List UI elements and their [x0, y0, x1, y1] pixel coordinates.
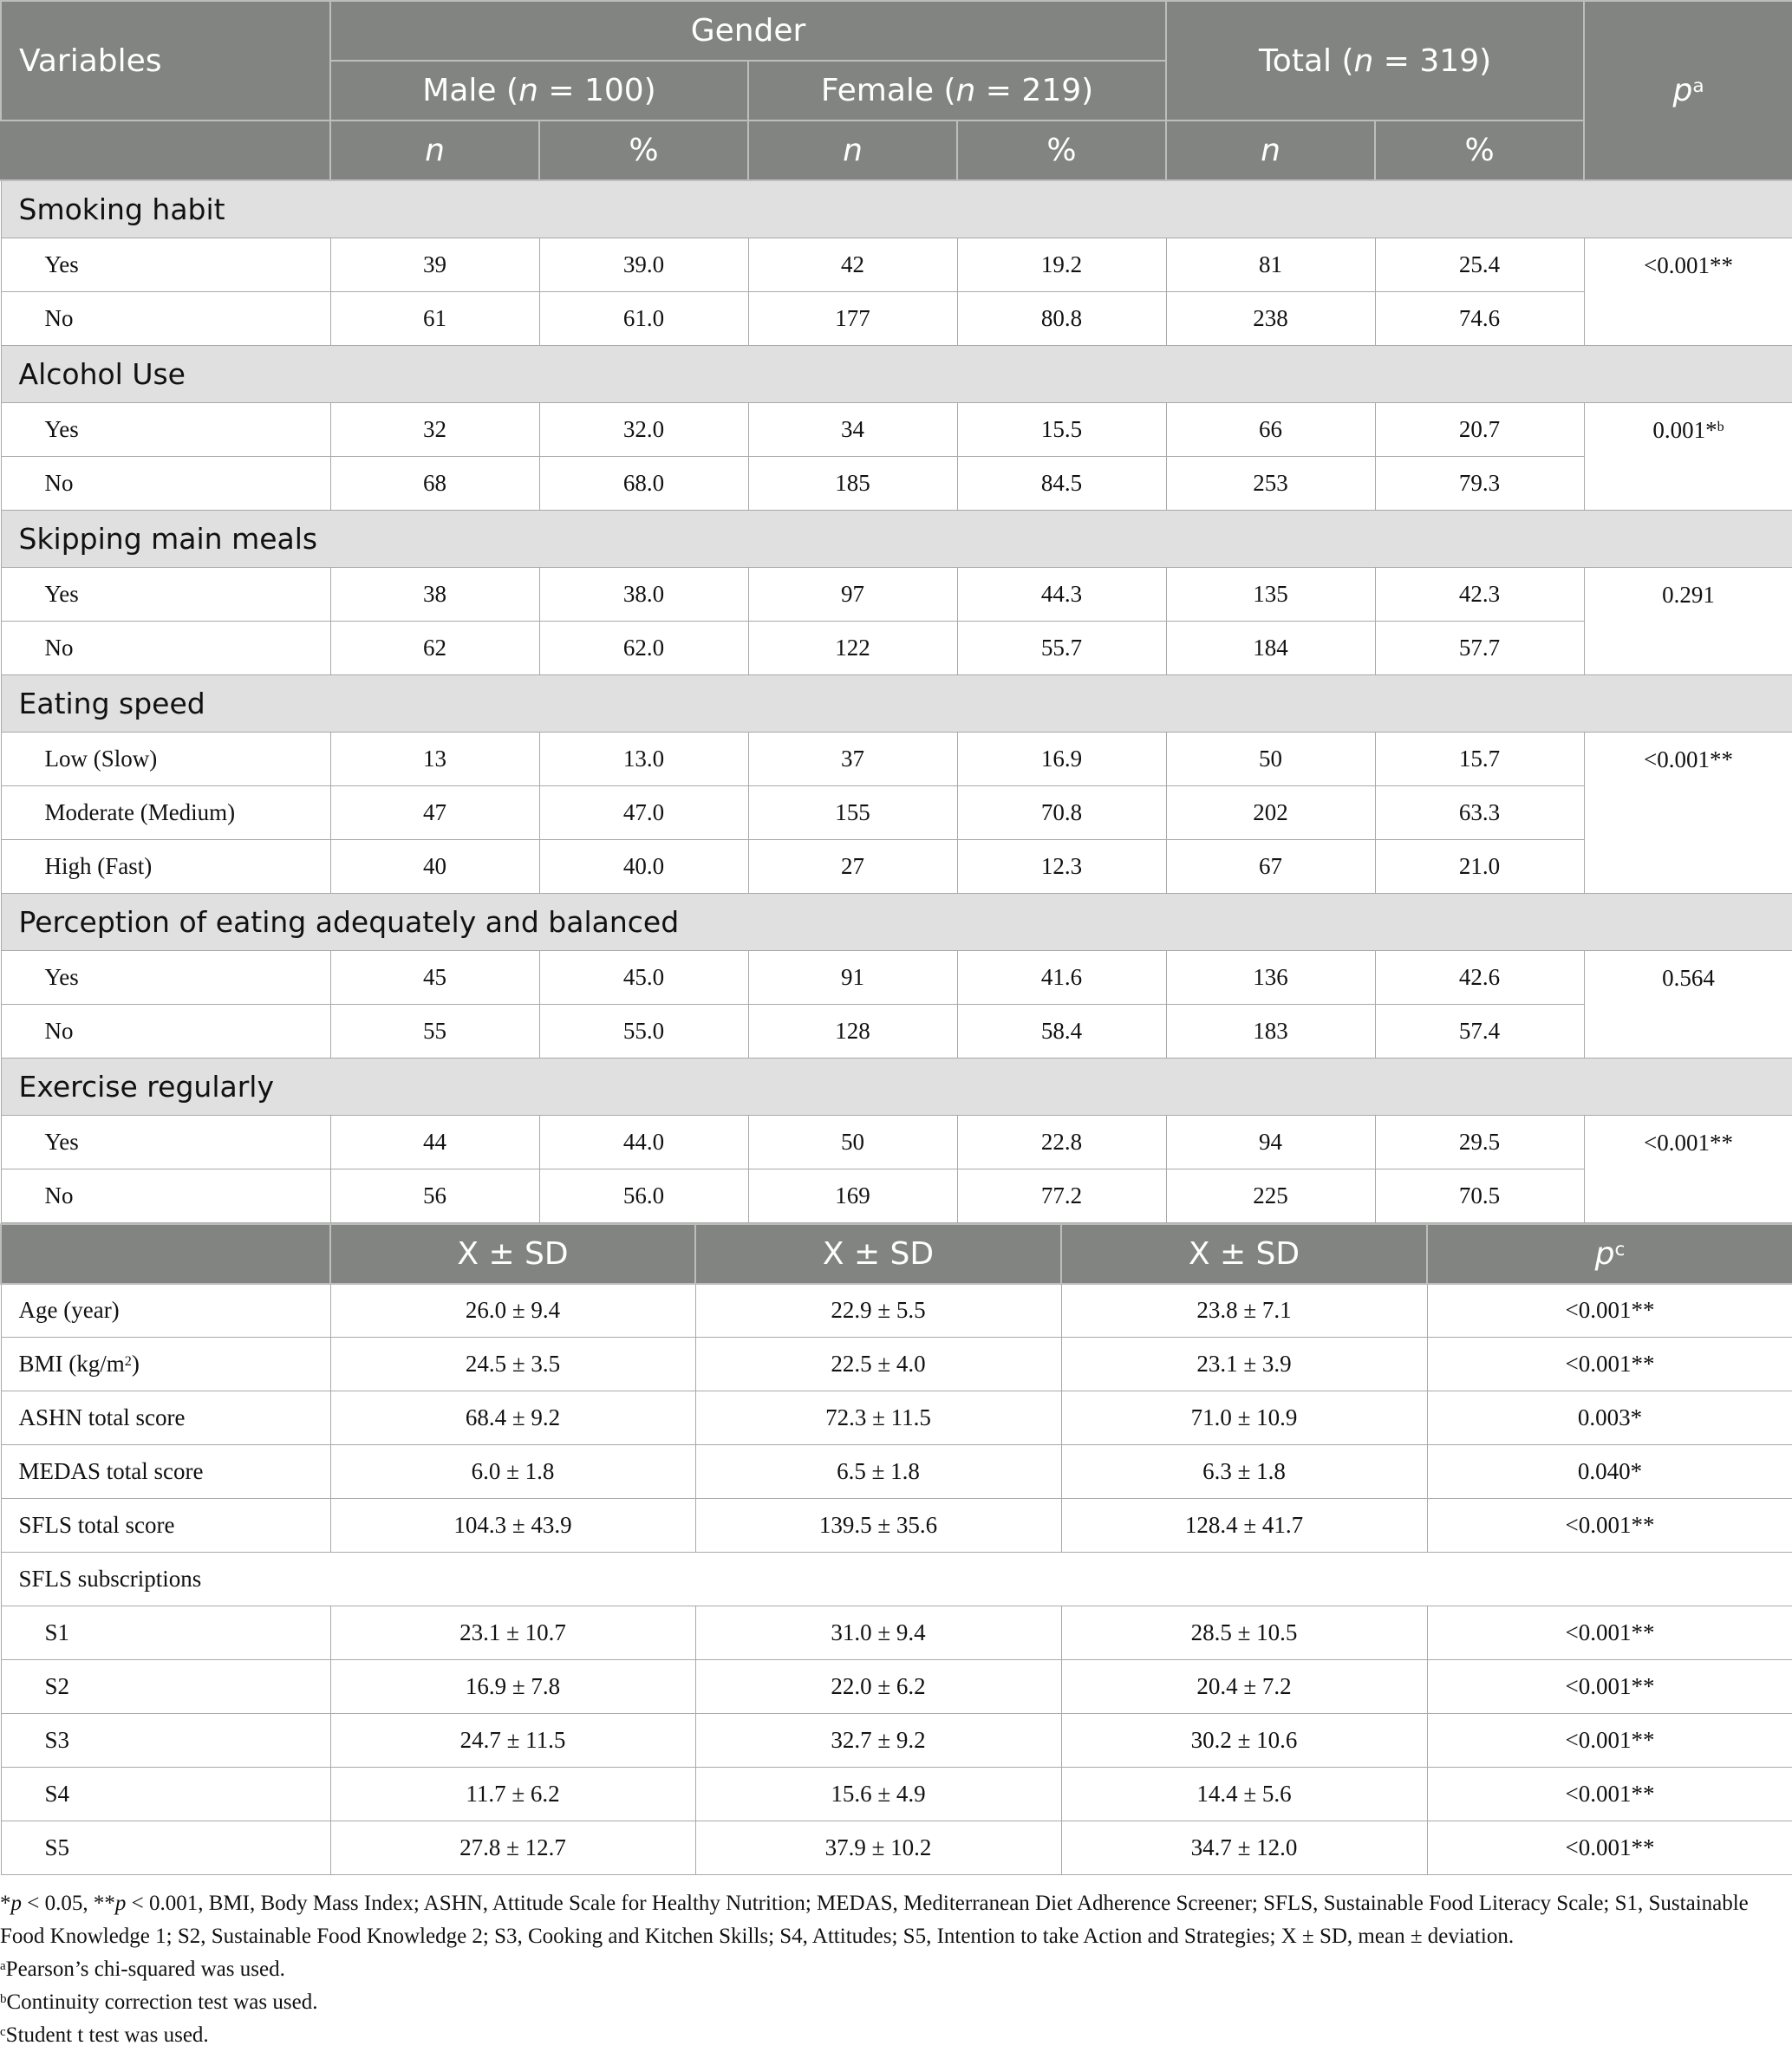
table-cell: 56 [330, 1169, 539, 1222]
table-cell: 97 [748, 567, 957, 621]
table-cell: 68 [330, 456, 539, 510]
row-label: No [1, 621, 330, 674]
sd-header-total: X ± SD [1061, 1224, 1427, 1284]
table-cell: 0.040* [1427, 1445, 1792, 1499]
table-row [1, 1606, 1792, 1660]
table-cell: 184 [1166, 621, 1375, 674]
table-cell: 177 [748, 291, 957, 345]
table-row [1, 1714, 1792, 1768]
header-variables: Variables [1, 1, 330, 121]
table-cell: 26.0 ± 9.4 [330, 1284, 695, 1338]
table-cell: 37.9 ± 10.2 [695, 1821, 1061, 1875]
table-cell: 24.7 ± 11.5 [330, 1714, 695, 1768]
table-row [1, 732, 1792, 785]
subsection-row [1, 1553, 1792, 1606]
row-label: ASHN total score [1, 1391, 330, 1445]
table-cell: 202 [1166, 785, 1375, 839]
row-label: No [1, 291, 330, 345]
row-label: High (Fast) [1, 839, 330, 893]
table-cell: 136 [1166, 950, 1375, 1004]
table-cell: 14.4 ± 5.6 [1061, 1768, 1427, 1821]
table-cell: 23.1 ± 3.9 [1061, 1338, 1427, 1391]
table-cell: 28.5 ± 10.5 [1061, 1606, 1427, 1660]
p-value: <0.001** [1584, 1115, 1792, 1222]
row-label: No [1, 1169, 330, 1222]
table-cell: 24.5 ± 3.5 [330, 1338, 695, 1391]
section-row [1, 510, 1792, 567]
table-cell: <0.001** [1427, 1606, 1792, 1660]
header-gender: Gender [330, 1, 1166, 61]
row-label: MEDAS total score [1, 1445, 330, 1499]
row-label: S5 [1, 1821, 330, 1875]
table-row [1, 1391, 1792, 1445]
table-cell: 62 [330, 621, 539, 674]
table-cell: 183 [1166, 1004, 1375, 1058]
table-cell: <0.001** [1427, 1284, 1792, 1338]
header-female: Female (n = 219) [748, 61, 1166, 121]
section-title: Smoking habit [1, 180, 1792, 238]
table-cell: 20.7 [1375, 402, 1584, 456]
table-cell: 30.2 ± 10.6 [1061, 1714, 1427, 1768]
row-label: Yes [1, 238, 330, 291]
row-label: S4 [1, 1768, 330, 1821]
table-cell: 44.3 [957, 567, 1166, 621]
header-blank [1, 121, 330, 180]
table-cell: 128 [748, 1004, 957, 1058]
header-total-n: n [1166, 121, 1375, 180]
p-value: 0.564 [1584, 950, 1792, 1058]
table-row [1, 1821, 1792, 1875]
table-cell: 94 [1166, 1115, 1375, 1169]
header-female-n: n [748, 121, 957, 180]
categorical-body [1, 180, 1792, 1222]
footnote-main: *p < 0.05, **p < 0.001, BMI, Body Mass Index; ASHN, Attitude Scale for Healthy Nutrition; MEDAS, Mediterranean Diet Adherence Screener; SFLS, Sustainable Food Literacy Scale; S1, Sustainable Food Knowledge 1; S2, Sustainable Food Knowledge 2; S3, Cooking and Kitchen Skills; S4, Attitudes; S5, Intention to take Action and Strategies; X ± SD, mean ± deviation. [0, 1892, 1749, 1948]
table-cell: 29.5 [1375, 1115, 1584, 1169]
footnotes [0, 1875, 1769, 2052]
section-title: Skipping main meals [1, 510, 1792, 567]
table-cell: 91 [748, 950, 957, 1004]
row-label: S1 [1, 1606, 330, 1660]
table-cell: 47.0 [539, 785, 748, 839]
row-label: Moderate (Medium) [1, 785, 330, 839]
p-value: <0.001** [1584, 732, 1792, 893]
table-row [1, 1284, 1792, 1338]
sd-table [0, 1223, 1792, 1876]
table-cell: 19.2 [957, 238, 1166, 291]
table-cell: 84.5 [957, 456, 1166, 510]
table-cell: 61 [330, 291, 539, 345]
table-cell: 22.5 ± 4.0 [695, 1338, 1061, 1391]
table-cell: 42.6 [1375, 950, 1584, 1004]
table-cell: 135 [1166, 567, 1375, 621]
sd-header-male: X ± SD [330, 1224, 695, 1284]
table-cell: 22.8 [957, 1115, 1166, 1169]
table-cell: 128.4 ± 41.7 [1061, 1499, 1427, 1553]
table-cell: 22.9 ± 5.5 [695, 1284, 1061, 1338]
table-cell: 45.0 [539, 950, 748, 1004]
row-label: Yes [1, 567, 330, 621]
table-cell: 39.0 [539, 238, 748, 291]
row-label: Yes [1, 402, 330, 456]
header-p: $p^a$ [1584, 1, 1792, 180]
row-label: Age (year) [1, 1284, 330, 1338]
table-cell: 81 [1166, 238, 1375, 291]
row-label: S2 [1, 1660, 330, 1714]
table-cell: 32.0 [539, 402, 748, 456]
sd-body [1, 1284, 1792, 1875]
table-cell: <0.001** [1427, 1821, 1792, 1875]
table-row [1, 291, 1792, 345]
table-cell: 253 [1166, 456, 1375, 510]
p-value: 0.001*$^b$ [1584, 402, 1792, 510]
p-value: 0.291 [1584, 567, 1792, 674]
table-cell: 6.3 ± 1.8 [1061, 1445, 1427, 1499]
footnote-c: $^c$Student t test was used. [0, 2023, 209, 2047]
row-label: No [1, 456, 330, 510]
table-cell: 80.8 [957, 291, 1166, 345]
section-title: Exercise regularly [1, 1058, 1792, 1115]
table-cell: 77.2 [957, 1169, 1166, 1222]
table-cell: 72.3 ± 11.5 [695, 1391, 1061, 1445]
table-row [1, 785, 1792, 839]
table-cell: 63.3 [1375, 785, 1584, 839]
table-cell: 16.9 ± 7.8 [330, 1660, 695, 1714]
table-row [1, 1004, 1792, 1058]
table-cell: 70.5 [1375, 1169, 1584, 1222]
table-cell: 20.4 ± 7.2 [1061, 1660, 1427, 1714]
table-cell: 74.6 [1375, 291, 1584, 345]
table-cell: 38 [330, 567, 539, 621]
table-row [1, 1115, 1792, 1169]
table-cell: 21.0 [1375, 839, 1584, 893]
table-cell: <0.001** [1427, 1660, 1792, 1714]
table-cell: 12.3 [957, 839, 1166, 893]
row-label: BMI $(kg/m^2)$ [1, 1338, 330, 1391]
table-cell: 155 [748, 785, 957, 839]
table-row [1, 950, 1792, 1004]
header-male: Male (n = 100) [330, 61, 748, 121]
table-cell: 15.5 [957, 402, 1166, 456]
header-male-pct: % [539, 121, 748, 180]
table-cell: 40.0 [539, 839, 748, 893]
table-cell: 79.3 [1375, 456, 1584, 510]
table-cell: 32 [330, 402, 539, 456]
table-cell: 6.5 ± 1.8 [695, 1445, 1061, 1499]
table-row [1, 1445, 1792, 1499]
table-cell: 47 [330, 785, 539, 839]
table-cell: 238 [1166, 291, 1375, 345]
table-cell: 68.0 [539, 456, 748, 510]
table-cell: 185 [748, 456, 957, 510]
table-cell: 50 [748, 1115, 957, 1169]
table-cell: 32.7 ± 9.2 [695, 1714, 1061, 1768]
table-cell: 41.6 [957, 950, 1166, 1004]
table-cell: 44 [330, 1115, 539, 1169]
sd-header-blank [1, 1224, 330, 1284]
table-cell: 39 [330, 238, 539, 291]
table-cell: 139.5 ± 35.6 [695, 1499, 1061, 1553]
table-cell: 23.8 ± 7.1 [1061, 1284, 1427, 1338]
table-cell: 34 [748, 402, 957, 456]
sd-header-p: $p^c$ [1427, 1224, 1792, 1284]
table-cell: <0.001** [1427, 1499, 1792, 1553]
section-row [1, 674, 1792, 732]
p-value: <0.001** [1584, 238, 1792, 345]
table-cell: 27 [748, 839, 957, 893]
table-cell: 22.0 ± 6.2 [695, 1660, 1061, 1714]
table-cell: 44.0 [539, 1115, 748, 1169]
table-cell: 45 [330, 950, 539, 1004]
table-cell: 68.4 ± 9.2 [330, 1391, 695, 1445]
table-cell: 0.003* [1427, 1391, 1792, 1445]
row-label: No [1, 1004, 330, 1058]
table-row [1, 1768, 1792, 1821]
table-row [1, 839, 1792, 893]
table-cell: 37 [748, 732, 957, 785]
footnote-b: $^b$Continuity correction test was used. [0, 1990, 318, 2014]
table-row [1, 1169, 1792, 1222]
table-cell: 58.4 [957, 1004, 1166, 1058]
table-row [1, 456, 1792, 510]
table-cell: 6.0 ± 1.8 [330, 1445, 695, 1499]
row-label: SFLS total score [1, 1499, 330, 1553]
table-cell: 55 [330, 1004, 539, 1058]
sd-header-female: X ± SD [695, 1224, 1061, 1284]
table-row [1, 402, 1792, 456]
table-cell: 122 [748, 621, 957, 674]
section-row [1, 180, 1792, 238]
header-male-n: n [330, 121, 539, 180]
table-cell: 13 [330, 732, 539, 785]
table-cell: <0.001** [1427, 1338, 1792, 1391]
table-row [1, 1338, 1792, 1391]
table-cell: 57.7 [1375, 621, 1584, 674]
table-row [1, 238, 1792, 291]
sfls-subscriptions-title: SFLS subscriptions [1, 1553, 1792, 1606]
table-cell: 40 [330, 839, 539, 893]
table-cell: 42 [748, 238, 957, 291]
table-cell: 16.9 [957, 732, 1166, 785]
table-cell: 23.1 ± 10.7 [330, 1606, 695, 1660]
table-row [1, 621, 1792, 674]
table-cell: 31.0 ± 9.4 [695, 1606, 1061, 1660]
section-title: Eating speed [1, 674, 1792, 732]
table-cell: 27.8 ± 12.7 [330, 1821, 695, 1875]
section-row [1, 1058, 1792, 1115]
row-label: Yes [1, 1115, 330, 1169]
table-cell: 56.0 [539, 1169, 748, 1222]
section-row [1, 345, 1792, 402]
table-cell: 61.0 [539, 291, 748, 345]
table-cell: 71.0 ± 10.9 [1061, 1391, 1427, 1445]
table-cell: 50 [1166, 732, 1375, 785]
section-row [1, 893, 1792, 950]
row-label: Yes [1, 950, 330, 1004]
header-female-pct: % [957, 121, 1166, 180]
footnote-a: $^a$Pearson’s chi-squared was used. [0, 1958, 285, 1981]
section-title: Alcohol Use [1, 345, 1792, 402]
table-cell: 67 [1166, 839, 1375, 893]
table-cell: 55.0 [539, 1004, 748, 1058]
table-cell: 42.3 [1375, 567, 1584, 621]
table-cell: 34.7 ± 12.0 [1061, 1821, 1427, 1875]
table-cell: <0.001** [1427, 1768, 1792, 1821]
header-total: Total (n = 319) [1166, 1, 1584, 121]
table-cell: 225 [1166, 1169, 1375, 1222]
header-total-pct: % [1375, 121, 1584, 180]
table-row [1, 567, 1792, 621]
table-cell: 11.7 ± 6.2 [330, 1768, 695, 1821]
table-cell: 62.0 [539, 621, 748, 674]
table-cell: 104.3 ± 43.9 [330, 1499, 695, 1553]
row-label: S3 [1, 1714, 330, 1768]
table-cell: 25.4 [1375, 238, 1584, 291]
row-label: Low (Slow) [1, 732, 330, 785]
table-cell: 55.7 [957, 621, 1166, 674]
table-row [1, 1499, 1792, 1553]
table-cell: 169 [748, 1169, 957, 1222]
table-cell: <0.001** [1427, 1714, 1792, 1768]
sd-header [1, 1224, 1792, 1284]
table-cell: 38.0 [539, 567, 748, 621]
table-cell: 15.6 ± 4.9 [695, 1768, 1061, 1821]
table-row [1, 1660, 1792, 1714]
section-title: Perception of eating adequately and balanced [1, 893, 1792, 950]
table-header [1, 1, 1792, 180]
table-cell: 57.4 [1375, 1004, 1584, 1058]
table-cell: 66 [1166, 402, 1375, 456]
table-cell: 70.8 [957, 785, 1166, 839]
table-cell: 13.0 [539, 732, 748, 785]
table-cell: 15.7 [1375, 732, 1584, 785]
